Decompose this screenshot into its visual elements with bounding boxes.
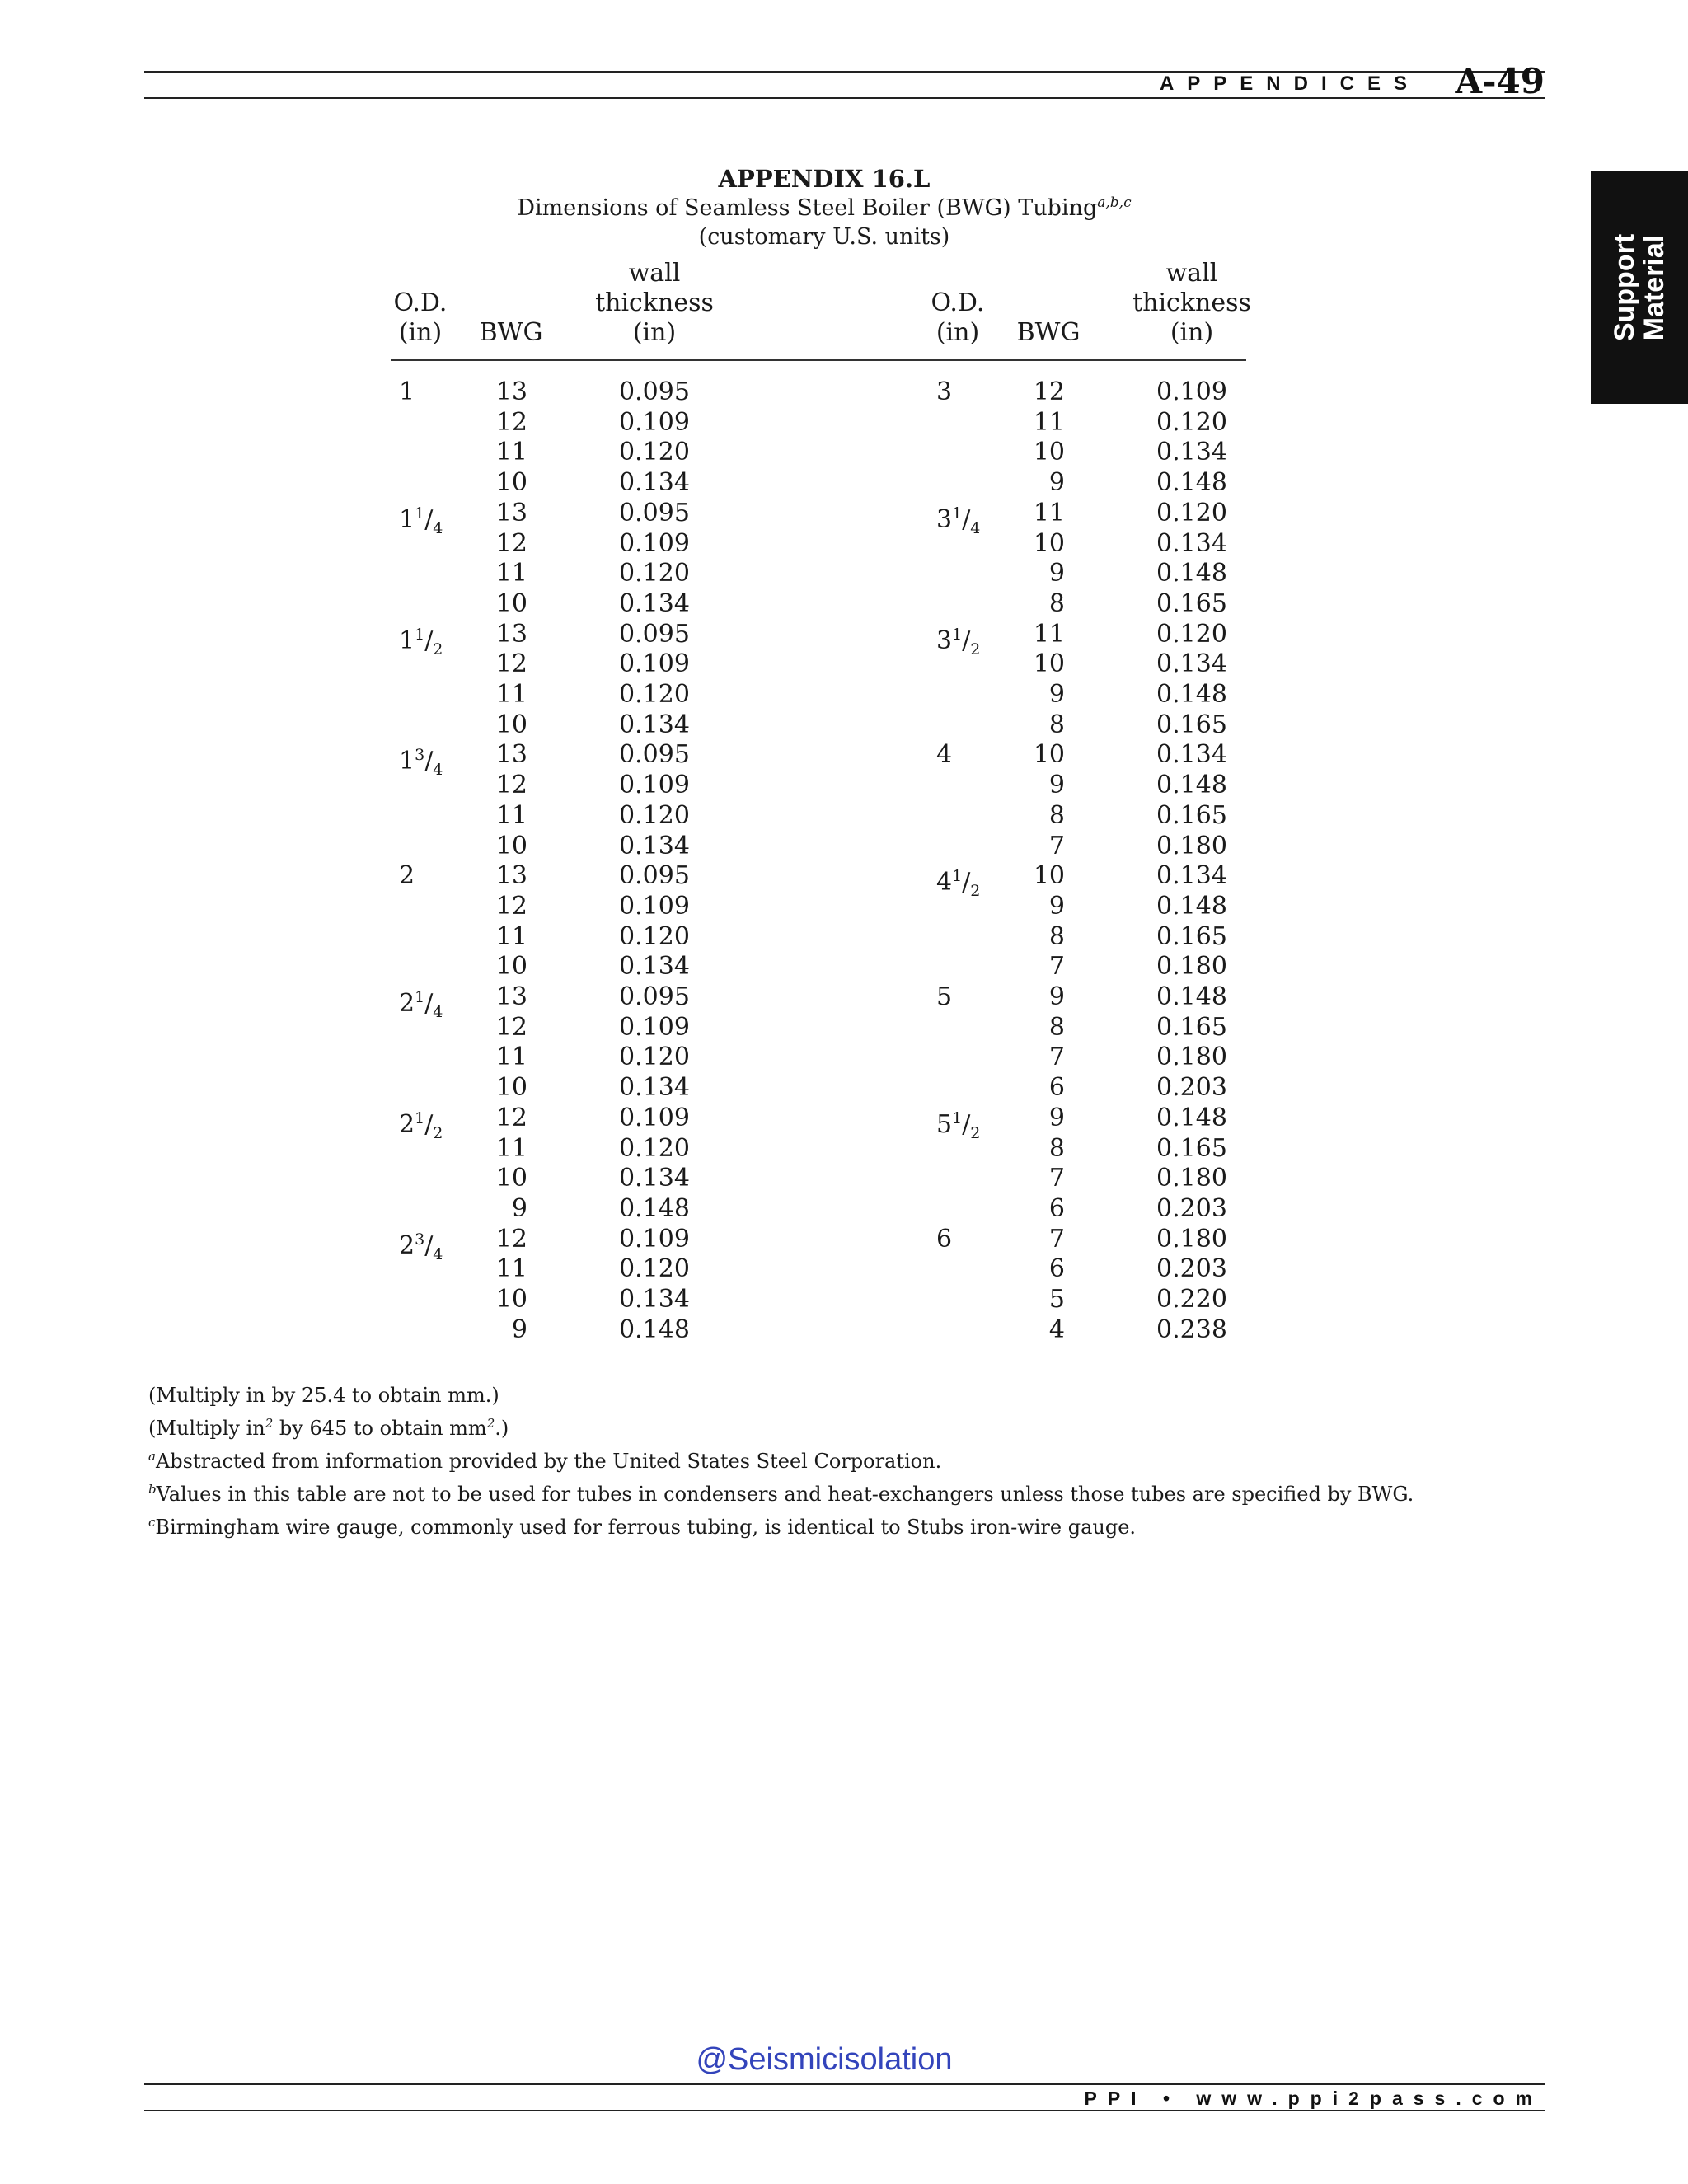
wall-thickness-cell: 0.134 (1156, 740, 1227, 770)
footnote-c (148, 1508, 1414, 1541)
bwg-cell: 10 (495, 952, 528, 982)
bwg-cell: 8 (1048, 800, 1065, 830)
od-cell: $1^3/_4$ (399, 746, 443, 780)
bwg-cell: 10 (495, 1073, 528, 1103)
od-cell: $2^1/_2$ (399, 1108, 443, 1142)
bwg-cell: 13 (495, 498, 528, 527)
bwg-cell: 7 (1048, 1043, 1065, 1072)
footnote-conversion-area-part1: (Multiply in (148, 1417, 265, 1440)
bwg-cell: 13 (495, 377, 528, 406)
od-cell: 6 (936, 1224, 953, 1254)
bwg-cell: 10 (495, 1285, 528, 1314)
bwg-cell: 8 (1048, 588, 1065, 618)
footnote-c-text: Birmingham wire gauge, commonly used for ferrous tubing, is identical to Stubs iron-wire gauge. (155, 1516, 1137, 1539)
bwg-cell: 13 (495, 861, 528, 891)
bwg-cell: 7 (1048, 831, 1065, 860)
wall-thickness-cell: 0.120 (619, 438, 690, 467)
page-number: A-49 (1455, 61, 1545, 101)
bwg-cell: 7 (1048, 952, 1065, 982)
footnote-conversion-area (148, 1409, 1414, 1442)
od-cell: $2^1/_4$ (399, 988, 443, 1021)
table-subtitle-text: Dimensions of Seamless Steel Boiler (BWG) Tubing (517, 195, 1098, 221)
footnote-b-text: Values in this table are not to be used for tubes in condensers and heat-exchangers unless those tubes are specified by BWG. (156, 1483, 1414, 1506)
bwg-cell: 11 (495, 1133, 528, 1163)
wall-thickness-cell: 0.109 (619, 407, 690, 437)
od-cell: 5 (936, 982, 953, 1011)
bwg-cell: 12 (1033, 377, 1065, 406)
bwg-cell: 11 (495, 921, 528, 951)
wall-thickness-cell: 0.148 (1156, 771, 1227, 800)
wall-thickness-cell: 0.148 (619, 1315, 690, 1344)
wall-thickness-cell: 0.109 (619, 891, 690, 921)
col-header-od-line1: O.D. (393, 288, 448, 317)
wall-thickness-cell: 0.134 (619, 831, 690, 860)
bwg-cell: 7 (1048, 1224, 1065, 1254)
wall-thickness-cell: 0.180 (1156, 831, 1227, 860)
bwg-cell: 11 (495, 680, 528, 709)
wall-thickness-cell: 0.148 (1156, 468, 1227, 498)
bwg-cell: 9 (1048, 680, 1065, 709)
bwg-cell: 9 (1048, 1103, 1065, 1132)
bwg-cell: 12 (495, 1012, 528, 1042)
footnote-a-mark: a (148, 1449, 156, 1464)
bwg-cell: 10 (1033, 861, 1065, 891)
wall-thickness-cell: 0.165 (1156, 1133, 1227, 1163)
footnote-b (148, 1475, 1414, 1508)
wall-thickness-cell: 0.095 (619, 619, 690, 649)
col-header-wall-line2: thickness (1132, 288, 1251, 317)
bwg-cell: 11 (495, 1043, 528, 1072)
header-rule-bottom (144, 97, 1545, 99)
wall-thickness-cell: 0.165 (1156, 921, 1227, 951)
footer-rule-top (144, 2083, 1545, 2085)
wall-thickness-cell: 0.203 (1156, 1254, 1227, 1284)
wall-thickness-cell: 0.134 (619, 1164, 690, 1193)
bwg-cell: 11 (495, 1254, 528, 1284)
bwg-cell: 4 (1048, 1315, 1065, 1344)
od-cell: $3^1/_4$ (936, 504, 981, 537)
wall-thickness-cell: 0.120 (619, 1043, 690, 1072)
wall-thickness-cell: 0.095 (619, 861, 690, 891)
bwg-cell: 10 (1033, 528, 1065, 558)
col-header-wall-left (572, 259, 737, 348)
wall-thickness-cell: 0.134 (619, 588, 690, 618)
bwg-cell: 9 (1048, 559, 1065, 588)
wall-thickness-cell: 0.134 (619, 952, 690, 982)
footnote-c-mark: c (148, 1515, 156, 1530)
wall-thickness-cell: 0.148 (1156, 982, 1227, 1011)
col-header-wall-right (1109, 259, 1274, 348)
bwg-cell: 13 (495, 740, 528, 770)
footnote-conversion-area-part3: .) (495, 1417, 509, 1440)
bwg-cell: 10 (1033, 740, 1065, 770)
bwg-cell: 9 (1048, 891, 1065, 921)
footnote-conversion-length: (Multiply in by 25.4 to obtain mm.) (148, 1384, 499, 1407)
wall-thickness-cell: 0.095 (619, 377, 690, 406)
table-header-rule (391, 359, 1246, 361)
bwg-cell: 6 (1048, 1193, 1065, 1223)
bwg-cell: 10 (495, 831, 528, 860)
running-head: APPENDICES (1159, 73, 1420, 95)
table-title: APPENDIX 16.L (718, 165, 931, 193)
bwg-cell: 12 (495, 771, 528, 800)
bwg-cell: 12 (495, 1103, 528, 1132)
bwg-cell: 12 (495, 528, 528, 558)
od-cell: $5^1/_2$ (936, 1108, 981, 1142)
footnote-a-text: Abstracted from information provided by the United States Steel Corporation. (155, 1450, 942, 1473)
wall-thickness-cell: 0.165 (1156, 800, 1227, 830)
wall-thickness-cell: 0.148 (1156, 559, 1227, 588)
od-cell: $2^3/_4$ (399, 1230, 443, 1263)
wall-thickness-cell: 0.120 (1156, 498, 1227, 527)
side-tab-line2: Material (1639, 234, 1670, 341)
wall-thickness-cell: 0.134 (1156, 528, 1227, 558)
wall-thickness-cell: 0.203 (1156, 1073, 1227, 1103)
wall-thickness-cell: 0.120 (619, 800, 690, 830)
wall-thickness-cell: 0.134 (1156, 438, 1227, 467)
wall-thickness-cell: 0.134 (1156, 649, 1227, 679)
footnote-b-mark: b (148, 1482, 157, 1497)
wall-thickness-cell: 0.180 (1156, 1043, 1227, 1072)
bwg-cell: 12 (495, 1224, 528, 1254)
bwg-cell: 11 (495, 800, 528, 830)
wall-thickness-cell: 0.095 (619, 740, 690, 770)
wall-thickness-cell: 0.134 (619, 1073, 690, 1103)
bwg-cell: 9 (511, 1193, 528, 1223)
bwg-cell: 11 (495, 559, 528, 588)
wall-thickness-cell: 0.120 (619, 921, 690, 951)
wall-thickness-cell: 0.180 (1156, 1164, 1227, 1193)
wall-thickness-cell: 0.165 (1156, 1012, 1227, 1042)
od-cell: $4^1/_2$ (936, 867, 981, 901)
footnotes (148, 1381, 1414, 1541)
bwg-cell: 10 (495, 468, 528, 498)
wall-thickness-cell: 0.220 (1156, 1285, 1227, 1314)
bwg-cell: 8 (1048, 710, 1065, 739)
footnote-conversion-area-part2: by 645 to obtain mm (273, 1417, 487, 1440)
od-cell: $1^1/_2$ (399, 625, 443, 658)
bwg-cell: 8 (1048, 1012, 1065, 1042)
footnote-conversion-area-sup1: 2 (265, 1416, 274, 1431)
od-cell: 3 (936, 377, 953, 406)
wall-thickness-cell: 0.203 (1156, 1193, 1227, 1223)
bwg-cell: 11 (1033, 619, 1065, 649)
wall-thickness-cell: 0.165 (1156, 588, 1227, 618)
col-header-od-line2: (in) (398, 318, 443, 347)
table-units: (customary U.S. units) (698, 224, 950, 250)
wall-thickness-cell: 0.180 (1156, 952, 1227, 982)
side-tab-line1: Support (1609, 233, 1640, 342)
bwg-cell: 8 (1048, 1133, 1065, 1163)
wall-thickness-cell: 0.109 (619, 771, 690, 800)
bwg-cell: 12 (495, 649, 528, 679)
wall-thickness-cell: 0.148 (1156, 680, 1227, 709)
wall-thickness-cell: 0.148 (619, 1193, 690, 1223)
col-header-od-line1: O.D. (931, 288, 985, 317)
bwg-cell: 7 (1048, 1164, 1065, 1193)
bwg-cell: 10 (495, 710, 528, 739)
bwg-cell: 10 (495, 1164, 528, 1193)
wall-thickness-cell: 0.120 (619, 680, 690, 709)
bwg-cell: 11 (1033, 498, 1065, 527)
col-header-bwg-text: BWG (1016, 318, 1081, 347)
bwg-cell: 11 (1033, 407, 1065, 437)
bwg-cell: 6 (1048, 1254, 1065, 1284)
wall-thickness-cell: 0.180 (1156, 1224, 1227, 1254)
col-header-bwg-text: BWG (479, 318, 543, 347)
col-header-wall-line3: (in) (1170, 318, 1214, 347)
col-header-wall-line1: wall (1165, 259, 1218, 288)
wall-thickness-cell: 0.120 (619, 1254, 690, 1284)
od-cell: 2 (399, 861, 415, 891)
wall-thickness-cell: 0.109 (1156, 377, 1227, 406)
wall-thickness-cell: 0.134 (1156, 861, 1227, 891)
table-subtitle (0, 194, 1668, 221)
col-header-bwg-left (429, 318, 593, 348)
col-header-wall-line3: (in) (632, 318, 677, 347)
table-subtitle-footnote-marks: a,b,c (1097, 194, 1132, 211)
wall-thickness-cell: 0.134 (619, 1285, 690, 1314)
bwg-cell: 9 (1048, 468, 1065, 498)
wall-thickness-cell: 0.109 (619, 528, 690, 558)
bwg-cell: 9 (511, 1315, 528, 1344)
wall-thickness-cell: 0.134 (619, 468, 690, 498)
wall-thickness-cell: 0.095 (619, 498, 690, 527)
od-cell: $3^1/_2$ (936, 625, 981, 658)
bwg-cell: 13 (495, 619, 528, 649)
col-header-wall-line1: wall (628, 259, 681, 288)
bwg-cell: 9 (1048, 982, 1065, 1011)
wall-thickness-cell: 0.109 (619, 1012, 690, 1042)
footer-text: PPI • www.ppi2pass.com (1084, 2088, 1543, 2109)
wall-thickness-cell: 0.238 (1156, 1315, 1227, 1344)
bwg-cell: 13 (495, 982, 528, 1011)
wall-thickness-cell: 0.148 (1156, 1103, 1227, 1132)
bwg-cell: 11 (495, 438, 528, 467)
wall-thickness-cell: 0.134 (619, 710, 690, 739)
bwg-cell: 9 (1048, 771, 1065, 800)
bwg-cell: 10 (495, 588, 528, 618)
col-header-wall-line2: thickness (595, 288, 714, 317)
bwg-cell: 12 (495, 407, 528, 437)
wall-thickness-cell: 0.120 (1156, 619, 1227, 649)
od-cell: $1^1/_4$ (399, 504, 443, 537)
od-cell: 4 (936, 740, 953, 770)
watermark: @Seismicisolation (696, 2042, 953, 2077)
od-cell: 1 (399, 377, 415, 406)
wall-thickness-cell: 0.120 (1156, 407, 1227, 437)
wall-thickness-cell: 0.148 (1156, 891, 1227, 921)
col-header-od-line2: (in) (935, 318, 980, 347)
footnote-a (148, 1442, 1414, 1475)
wall-thickness-cell: 0.109 (619, 649, 690, 679)
wall-thickness-cell: 0.120 (619, 559, 690, 588)
wall-thickness-cell: 0.120 (619, 1133, 690, 1163)
wall-thickness-cell: 0.109 (619, 1103, 690, 1132)
wall-thickness-cell: 0.095 (619, 982, 690, 1011)
footnote-conversion-area-sup2: 2 (486, 1416, 495, 1431)
wall-thickness-cell: 0.109 (619, 1224, 690, 1254)
bwg-cell: 12 (495, 891, 528, 921)
col-header-bwg-right (966, 318, 1131, 348)
bwg-cell: 10 (1033, 649, 1065, 679)
bwg-cell: 5 (1048, 1285, 1065, 1314)
bwg-cell: 8 (1048, 921, 1065, 951)
footer-rule-bottom (144, 2110, 1545, 2111)
bwg-cell: 6 (1048, 1073, 1065, 1103)
bwg-cell: 10 (1033, 438, 1065, 467)
wall-thickness-cell: 0.165 (1156, 710, 1227, 739)
